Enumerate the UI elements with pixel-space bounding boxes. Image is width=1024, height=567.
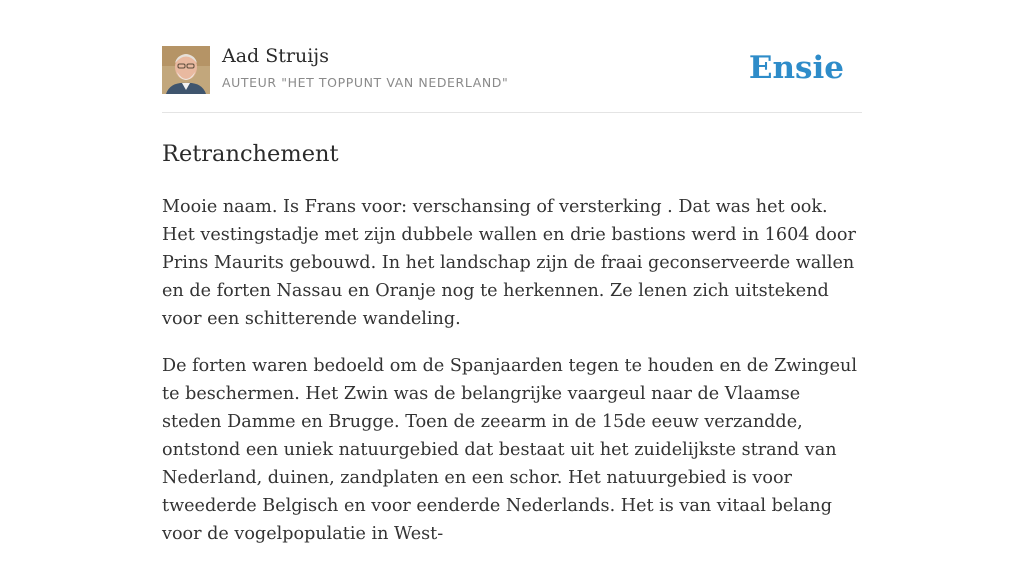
article-paragraph: De forten waren bedoeld om de Spanjaarden tegen te houden en de Zwingeul te beschermen. Het Zwin was de belangrijke vaargeul naar de Vlaamse steden Damme en Brugge. Toen de zeearm in de 15de eeuw verzandde, ontstond een uniek natuurgebied dat bestaat uit het zuidelijkste strand van Nederland, duinen, zandplaten en een schor. Het natuurgebied is voor tweederde Belgisch en voor eenderde Nederlands. Het is van vitaal belang voor de vogelpopulatie in West- (162, 356, 857, 544)
avatar-portrait-icon (162, 46, 210, 94)
article-header (162, 0, 862, 113)
author-subtitle: AUTEUR "HET TOPPUNT VAN NEDERLAND" (222, 75, 509, 90)
article-card (162, 0, 862, 567)
article-title: Retranchement (162, 141, 339, 167)
avatar[interactable] (162, 46, 210, 94)
article-paragraph: Mooie naam. Is Frans voor: verschansing of versterking . Dat was het ook. Het vestingstadje met zijn dubbele wallen en drie bastions werd in 1604 door Prins Maurits gebouwd. In het landschap zijn de fraai geconserveerde wallen en de forten Nassau en Oranje nog te herkennen. Ze lenen zich uitstekend voor een schitterende wandeling. (162, 197, 856, 329)
author-name[interactable]: Aad Struijs (222, 45, 329, 67)
ensie-logo[interactable]: Ensie (748, 50, 844, 86)
article-body (162, 193, 862, 548)
